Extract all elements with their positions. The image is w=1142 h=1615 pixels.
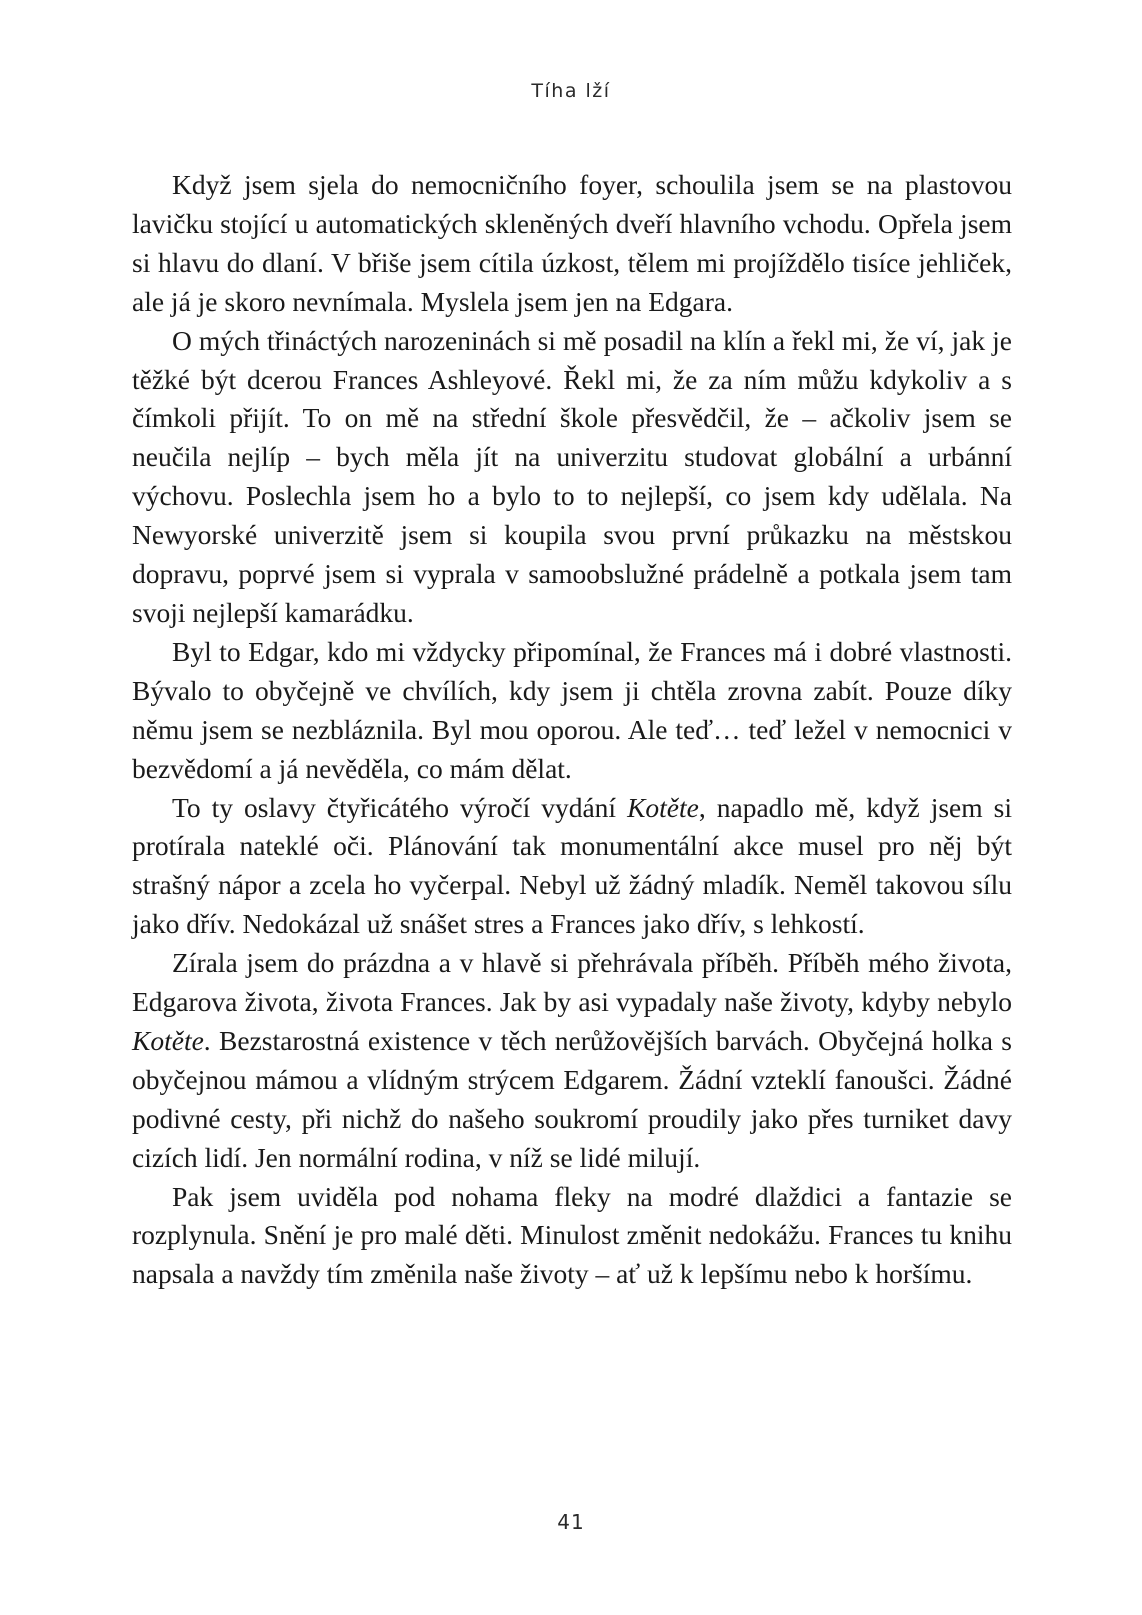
running-header: Tíha lží: [531, 80, 611, 102]
paragraph-text: Zírala jsem do prázdna a v hlavě si přehrávala příběh. Příběh mého života, Edgarova života, života Frances. Jak by asi vypadaly naše životy, kdyby nebylo: [132, 947, 1012, 1018]
paragraph: O mých třináctých narozeninách si mě posadil na klín a řekl mi, že ví, jak je těžké být dcerou Frances Ashleyové. Řekl mi, že za ním můžu kdykoliv a s čímkoli přijít. To on mě na střední škole přesvědčil, že – ačkoliv jsem se neučila nejlíp – bych měla jít na univerzitu studovat globální a urbánní výchovu. Poslechla jsem ho a bylo to to nejlepší, co jsem kdy udělala. Na Newyorské univerzitě jsem si koupila svou první průkazku na městskou dopravu, poprvé jsem si vyprala v samoobslužné prádelně a potkala jsem tam svoji nejlepší kamarádku.: [132, 324, 1012, 628]
paragraph-text: . Bezstarostná existence v těch nerůžovějších barvách. Obyčejná holka s obyčejnou mámou a vlídným strýcem Edgarem. Žádní vzteklí fanoušci. Žádné podivné cesty, při nichž do našeho soukromí proudily jako přes turniket davy cizích lidí. Jen normální rodina, v níž se lidé milují.: [132, 1024, 1012, 1173]
paragraph: Když jsem sjela do nemocničního foyer, schoulila jsem se na plastovou lavičku stojící u automatických skleněných dveří hlavního vchodu. Opřela jsem si hlavu do dlaní. V břiše jsem cítila úzkost, tělem mi projíždělo tisíce jehliček, ale já je skoro nevnímala. Myslela jsem jen na Edgara.: [132, 169, 1012, 317]
paragraph-text: To ty oslavy čtyřicátého výročí vydání: [172, 791, 628, 823]
paragraph: Pak jsem uviděla pod nohama fleky na modré dlaždici a fantazie se rozplynula. Snění je pro malé děti. Minulost změnit nedokážu. Frances tu knihu napsala a navždy tím změnila naše životy – ať už k lepšímu nebo k horšímu.: [132, 1180, 1012, 1290]
body-text: [132, 166, 1012, 1294]
paragraph: Byl to Edgar, kdo mi vždycky připomínal, že Frances má i dobré vlastnosti. Bývalo to obyčejně ve chvílích, kdy jsem ji chtěla zrovna zabít. Pouze díky němu jsem se nezbláznila. Byl mou oporou. Ale teď… teď ležel v nemocnici v bezvědomí a já nevěděla, co mám dělat.: [132, 635, 1012, 784]
book-title-italic: Kotěte: [627, 791, 699, 823]
page-number: 41: [557, 1510, 585, 1534]
paragraph: [132, 789, 1012, 945]
paragraph: [132, 944, 1012, 1177]
paragraph-text: , napadlo mě, když jsem si protírala nateklé oči. Plánování tak monumentální akce musel pro něj být strašný nápor a zcela ho vyčerpal. Nebyl už žádný mladík. Neměl takovou sílu jako dřív. Nedokázal už snášet stres a Frances jako dřív, s lehkostí.: [132, 791, 1012, 940]
book-title-italic: Kotěte: [132, 1024, 204, 1056]
